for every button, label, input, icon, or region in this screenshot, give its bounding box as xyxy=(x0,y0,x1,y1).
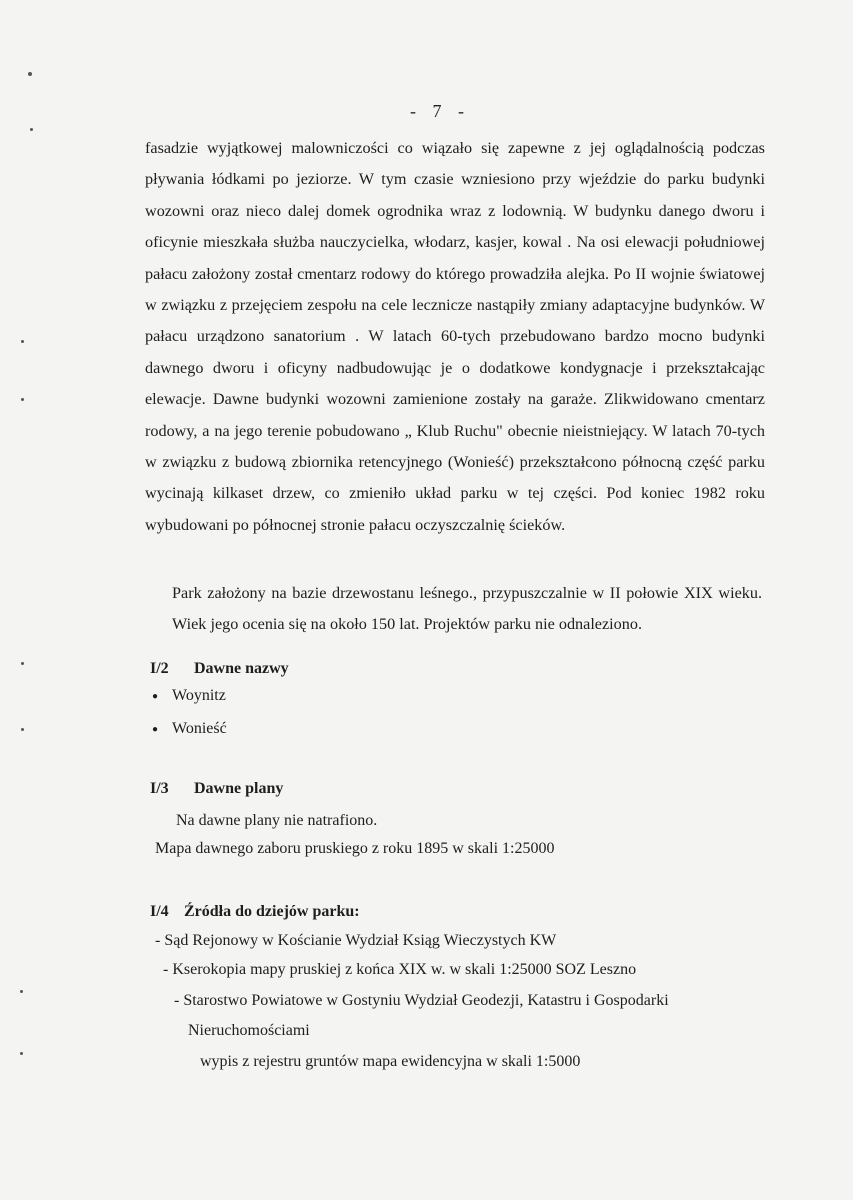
scan-mark xyxy=(21,728,24,731)
history-paragraph: fasadzie wyjątkowej malowniczości co wiązało się zapewne z jej oglądalnością podczas pływania łódkami po jeziorze. W tym czasie wzniesiono przy wjeździe do parku budynki wozowni oraz nieco dalej domek ogrodnika wraz z lodownią. W budynku danego dworu i oficynie mieszkała służba nauczycielka, włodarz, kasjer, kowal . Na osi elewacji południowej pałacu założony został cmentarz rodowy do którego prowadziła alejka. Po II wojnie światowej w związku z przejęciem zespołu na cele lecznicze nastąpiły zmiany adaptacyjne budynków. W pałacu urządzono sanatorium . W latach 60-tych przebudowano bardzo mocno budynki dawnego dworu i oficyny nadbudowując je o dodatkowe kondygnacje i przekształcając elewacje. Dawne budynki wozowni zamienione zostały na garaże. Zlikwidowano cmentarz rodowy, a na jego terenie pobudowano „ Klub Ruchu" obecnie nieistniejący. W latach 70-tych w związku z budową zbiornika retencyjnego (Wonieść) przekształcono północną część parku wycinają kilkaset drzew, co zmieniło układ parku w tej części. Pod koniec 1982 roku wybudowani po północnej stronie pałacu oczyszczalnię ścieków. xyxy=(145,139,765,534)
section-number: I/4 xyxy=(150,903,169,920)
section-heading-names xyxy=(150,660,289,678)
scan-mark xyxy=(21,398,24,401)
scan-mark xyxy=(30,128,33,131)
page-number: - 7 - xyxy=(410,101,470,121)
scan-mark xyxy=(20,1052,23,1055)
section-heading-sources xyxy=(150,903,360,921)
source-item: - Sąd Rejonowy w Kościanie Wydział Ksiąg Wieczystych KW xyxy=(155,932,557,949)
bullet-icon: ● xyxy=(152,723,159,735)
plans-line: Mapa dawnego zaboru pruskiego z roku 1895 w skali 1:25000 xyxy=(155,840,555,857)
section-title: Dawne plany xyxy=(194,780,284,797)
bullet-icon: ● xyxy=(152,690,159,702)
scan-mark xyxy=(21,662,24,665)
section-title: Dawne nazwy xyxy=(194,660,289,677)
list-item-text: Wonieść xyxy=(172,720,227,737)
source-item: Nieruchomościami xyxy=(188,1022,310,1039)
scan-mark xyxy=(20,990,23,993)
section-heading-plans xyxy=(150,780,283,798)
scan-mark xyxy=(21,340,24,343)
park-paragraph: Park założony na bazie drzewostanu leśnego., przypuszczalnie w II połowie XIX wieku. Wiek jego ocenia się na około 150 lat. Projektów parku nie odnaleziono. xyxy=(172,584,762,633)
plans-line: Na dawne plany nie natrafiono. xyxy=(176,812,378,829)
list-item xyxy=(152,687,226,705)
source-item: wypis z rejestru gruntów mapa ewidencyjna w skali 1:5000 xyxy=(200,1053,581,1070)
list-item xyxy=(152,720,227,738)
list-item-text: Woynitz xyxy=(172,687,226,704)
source-item: - Kserokopia mapy pruskiej z końca XIX w. w skali 1:25000 SOZ Leszno xyxy=(163,961,637,978)
scan-mark xyxy=(28,72,32,76)
section-number: I/2 xyxy=(150,660,169,677)
source-item: - Starostwo Powiatowe w Gostyniu Wydział Geodezji, Katastru i Gospodarki xyxy=(174,992,669,1009)
section-number: I/3 xyxy=(150,780,169,797)
section-title: Źródła do dziejów parku: xyxy=(184,903,360,920)
